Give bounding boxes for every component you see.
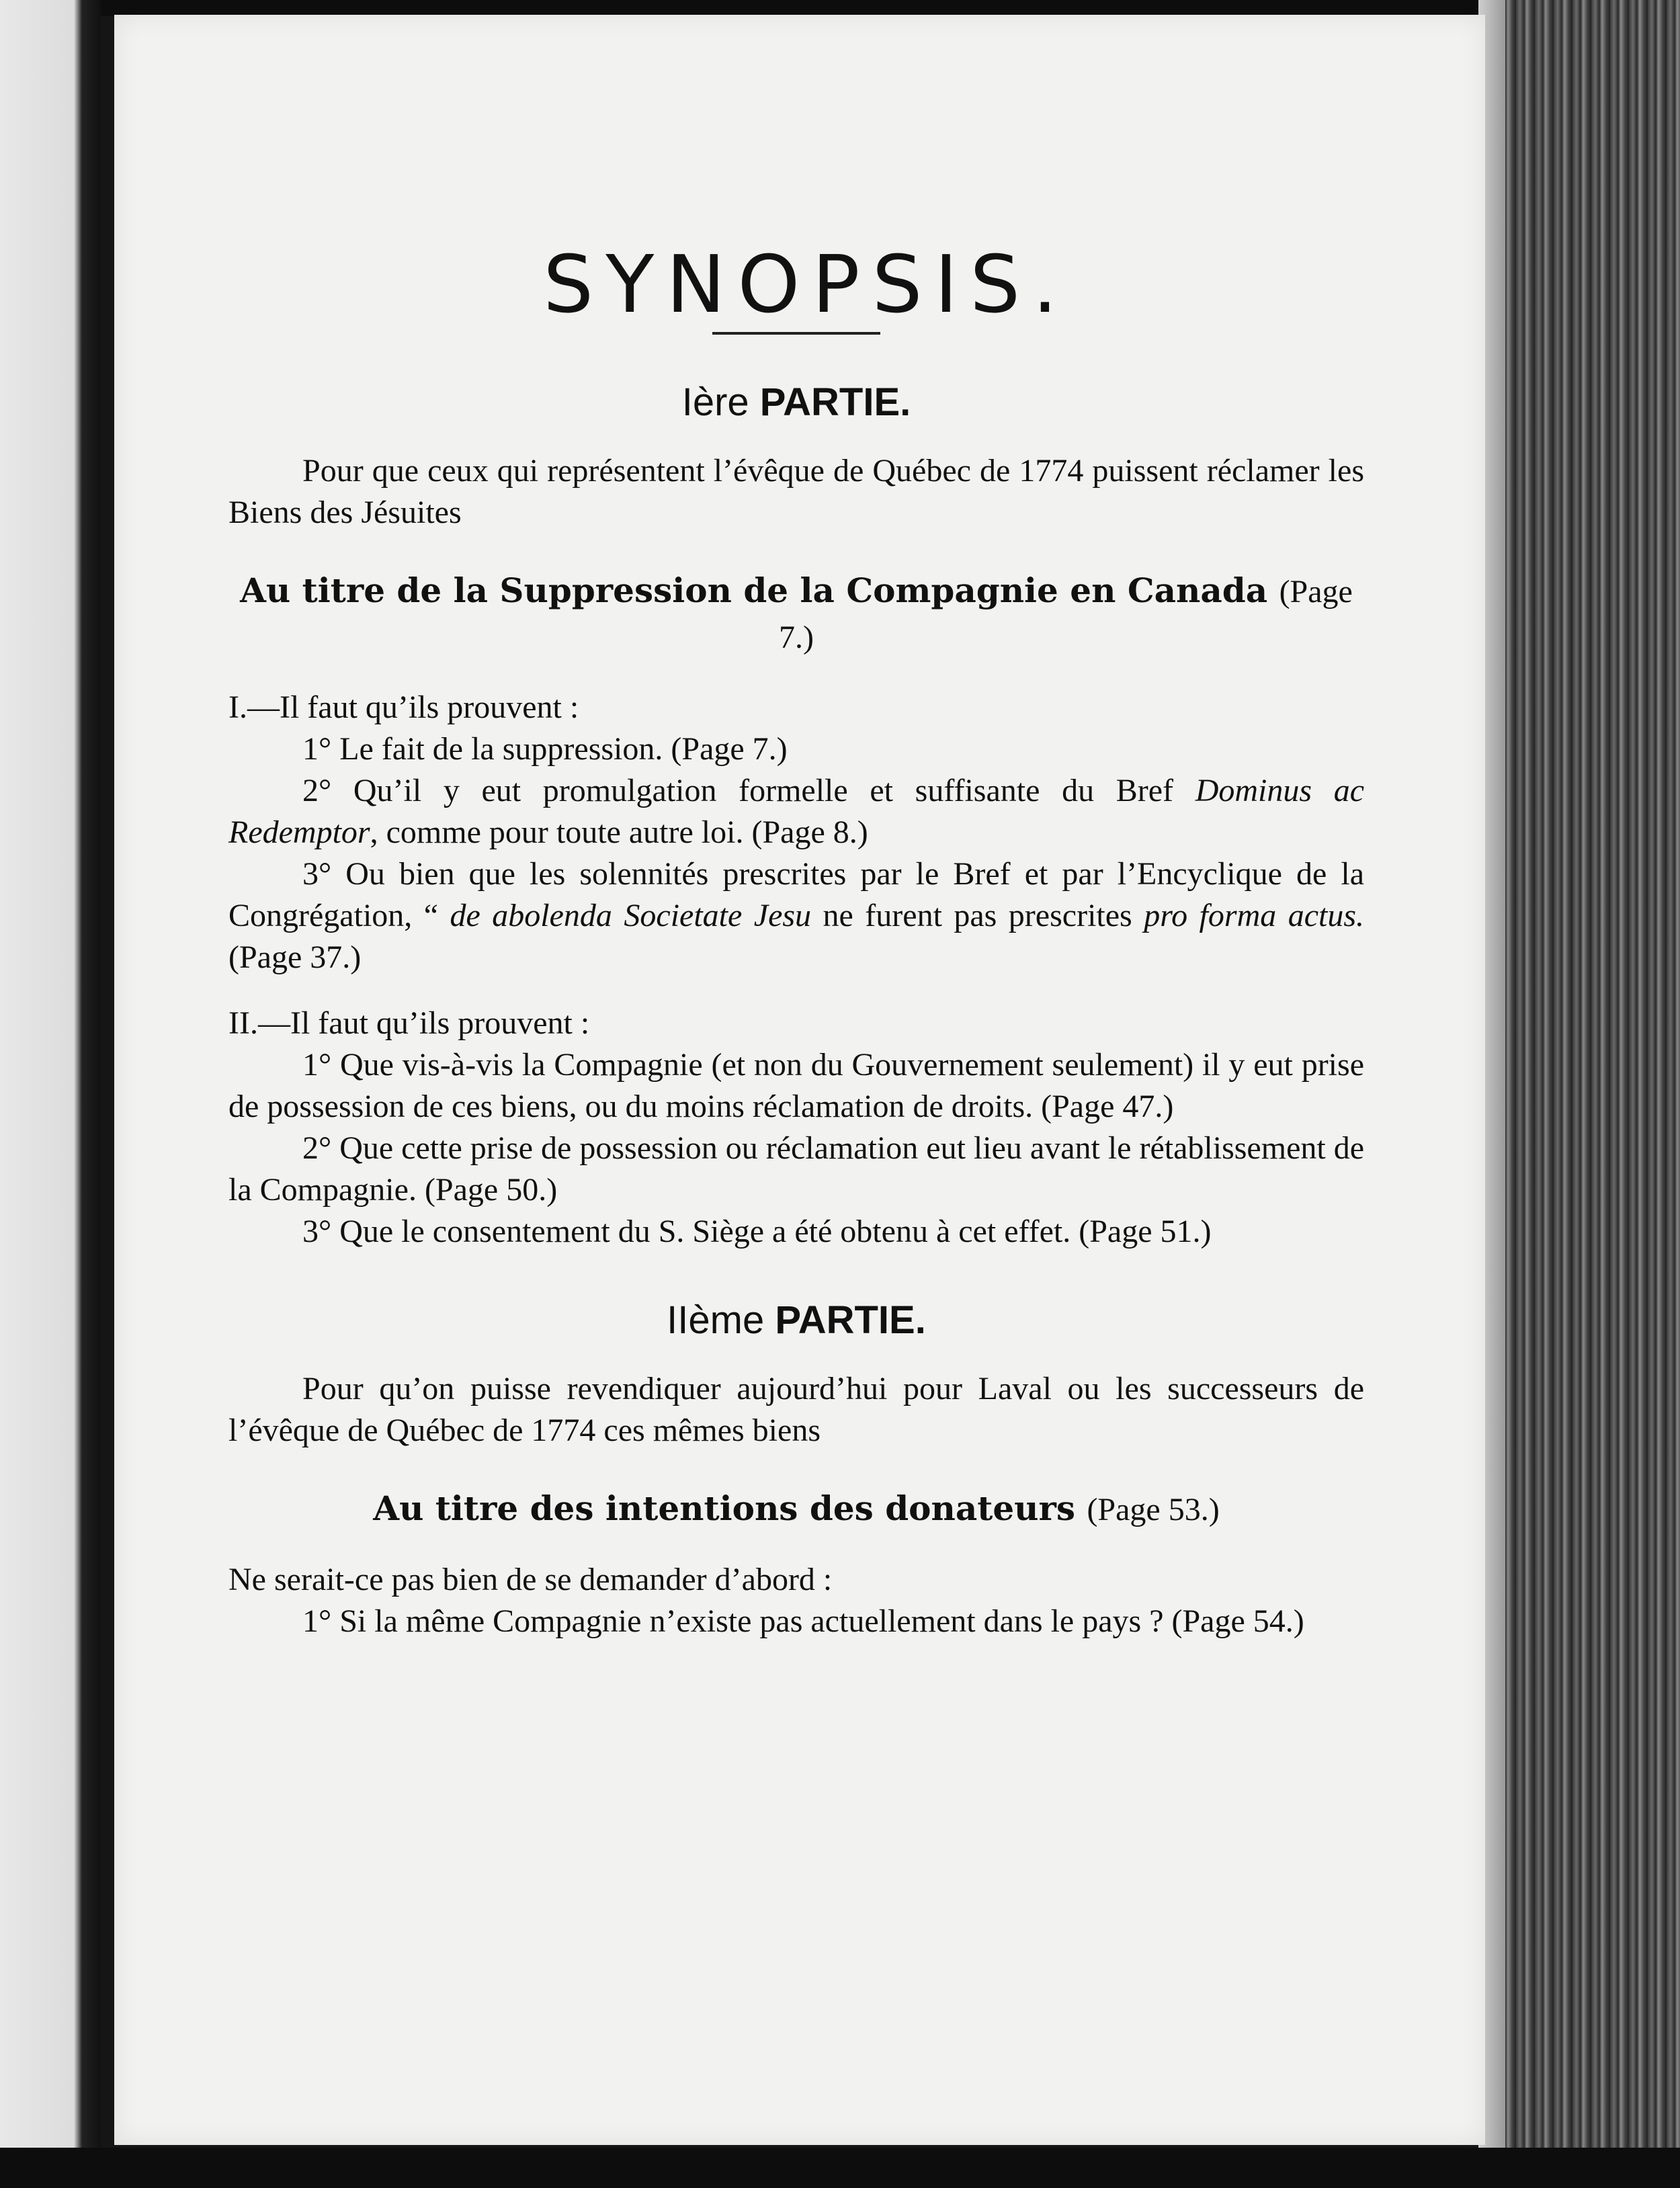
scan-bottom-border bbox=[0, 2148, 1680, 2188]
part2-heading-word: PARTIE. bbox=[775, 1298, 926, 1342]
spacer bbox=[228, 1253, 1364, 1300]
section1-heading: I.—Il faut qu’ils prouvent : bbox=[228, 689, 579, 725]
book-gutter bbox=[0, 0, 101, 2188]
part1-subheading-page: (Page 7.) bbox=[779, 574, 1353, 655]
section2-item2: 2° Que cette prise de possession ou réclamation eut lieu avant le rétablissement de la Compagnie. (Page 50.) bbox=[228, 1130, 1365, 1208]
section1-item2-italic: Dominus ac Redemptor bbox=[228, 773, 1364, 850]
part1-heading bbox=[228, 382, 1364, 423]
part1-heading-word: PARTIE. bbox=[759, 380, 911, 424]
page-title: SYNOPSIS. bbox=[543, 238, 1070, 331]
part2-question: Ne serait-ce pas bien de se demander d’abord : bbox=[228, 1562, 833, 1597]
section1-item2 bbox=[228, 770, 1364, 853]
section1-item3 bbox=[228, 853, 1364, 978]
part1-intro: Pour que ceux qui représentent l’évêque de Québec de 1774 puissent réclamer les Biens des Jésuites bbox=[228, 453, 1364, 530]
section2-item3: 3° Que le consentement du S. Siège a été obtenu à cet effet. (Page 51.) bbox=[302, 1214, 1212, 1249]
page-content bbox=[228, 238, 1365, 1642]
part2-item1: 1° Si la même Compagnie n’existe pas actuellement dans le pays ? (Page 54.) bbox=[302, 1603, 1304, 1639]
section1-item3-italic1: de abolenda Societate Jesu bbox=[450, 898, 812, 933]
section1-item2-text-a: 2° Qu’il y eut promulgation formelle et suffisante du Bref bbox=[302, 773, 1195, 808]
section1-item2-text-b: , comme pour toute autre loi. (Page 8.) bbox=[370, 814, 868, 850]
section1-item3-text-b: ne furent pas prescrites bbox=[811, 898, 1144, 933]
part2-subheading bbox=[228, 1486, 1364, 1532]
scan-top-border bbox=[0, 0, 1680, 16]
part2-subheading-page: (Page 53.) bbox=[1087, 1492, 1220, 1527]
section2-item1: 1° Que vis-à-vis la Compagnie (et non du Gouvernement seulement) il y eut prise de possession de ces biens, ou du moins réclamation de droits. (Page 47.) bbox=[228, 1047, 1364, 1124]
part2-heading-prefix: IIème bbox=[667, 1298, 765, 1342]
section2-heading: II.—Il faut qu’ils prouvent : bbox=[228, 1005, 590, 1041]
title-rule bbox=[712, 332, 880, 335]
section1-item3-text-a: 3° Ou bien que les solennités prescrites par le Bref et par l’Encyclique de la Congrégation, “ bbox=[228, 856, 1364, 933]
part2-heading bbox=[228, 1300, 1364, 1341]
spacer bbox=[228, 978, 1364, 1003]
section1-item3-text-c: (Page 37.) bbox=[228, 939, 362, 975]
part1-subheading bbox=[228, 569, 1364, 660]
section1-item1: 1° Le fait de la suppression. (Page 7.) bbox=[302, 731, 788, 767]
part1-subheading-text: Au titre de la Suppression de la Compagnie en Canada bbox=[240, 571, 1268, 610]
section1-item3-italic2: pro forma actus. bbox=[1144, 898, 1365, 933]
page-edges bbox=[1478, 0, 1680, 2188]
part2-intro: Pour qu’on puisse revendiquer aujourd’hui pour Laval ou les successeurs de l’évêque de Québec de 1774 ces mêmes biens bbox=[228, 1371, 1364, 1448]
part2-subheading-text: Au titre des intentions des donateurs bbox=[373, 1488, 1076, 1528]
page-sheet bbox=[114, 15, 1485, 2145]
part1-heading-prefix: Ière bbox=[681, 380, 749, 424]
